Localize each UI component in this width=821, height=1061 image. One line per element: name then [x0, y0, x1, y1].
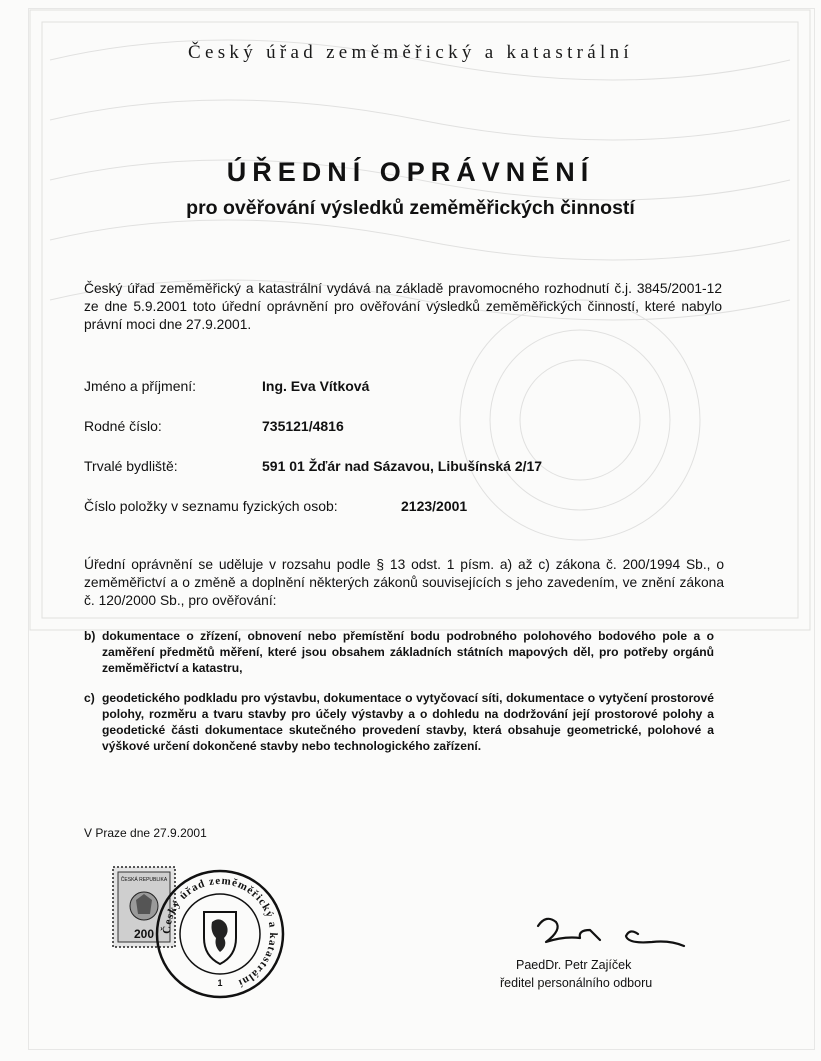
item-text: dokumentace o zřízení, obnovení nebo přemístění bodu podrobného polohového bodového pole a o zaměření předmětů měření, které jsou obsahem základních státních mapových děl, pro potřeby orgánů zeměměřictví a katastru,: [102, 629, 714, 675]
name-label: Jméno a příjmení:: [84, 378, 197, 394]
scope-paragraph: Úřední oprávnění se uděluje v rozsahu podle § 13 odst. 1 písm. a) až c) zákona č. 200/1994 Sb., o zeměměřictví a o změně a doplnění některých zákonů souvisejících s jeho zavedením, ve znění zákona č. 120/2000 Sb., pro ověřování:: [84, 557, 724, 608]
seal-text: Český úřad zeměměřický a katastrální: [160, 874, 280, 990]
item-letter: c): [84, 691, 95, 705]
document-subtitle: pro ověřování výsledků zeměměřických činností: [186, 197, 635, 219]
item-letter: b): [84, 629, 96, 643]
address-label: Trvalé bydliště:: [84, 458, 178, 474]
document-title: ÚŘEDNÍ OPRÁVNĚNÍ: [226, 157, 595, 187]
issuing-office: Český úřad zeměměřický a katastrální: [188, 42, 633, 63]
address-value: 591 01 Žďár nad Sázavou, Libušínská 2/17: [262, 458, 543, 474]
name-value: Ing. Eva Vítková: [262, 378, 370, 394]
authorization-item-b: [84, 628, 724, 676]
birth-number-value: 735121/4816: [262, 418, 344, 434]
stamp-country: ČESKÁ REPUBLIKA: [120, 877, 168, 883]
place-and-date: V Praze dne 27.9.2001: [84, 826, 207, 840]
birth-number-label: Rodné číslo:: [84, 418, 162, 434]
stamp-value: 200: [133, 927, 155, 941]
handwritten-signature: [534, 912, 694, 956]
item-text: geodetického podkladu pro výstavbu, dokumentace o vytyčovací síti, dokumentace o vytyčení prostorové polohy, rozměru a tvaru stavby pro účely výstavby a o dohledu na dodržování její prostorové polohy a geodetické části dokumentace skutečného provedení stavby, která obsahuje geometrické, polohové a výškové určení dokončené stavby nebo technologického zařízení.: [102, 691, 714, 753]
authorization-item-c: [84, 690, 724, 770]
signer-role: ředitel personálního odboru: [500, 976, 653, 990]
official-seal: [154, 868, 286, 1000]
intro-paragraph: Český úřad zeměměřický a katastrální vydává na základě pravomocného rozhodnutí č.j. 3845/2001-12 ze dne 5.9.2001 toto úřední oprávnění pro ověřování výsledků zeměměřických činností, které nabylo právní moci dne 27.9.2001.: [84, 281, 722, 332]
seal-number: 1: [217, 978, 223, 988]
registry-item-value: 2123/2001: [401, 498, 468, 514]
registry-item-label: Číslo položky v seznamu fyzických osob:: [84, 498, 338, 514]
signer-name: PaedDr. Petr Zajíček: [516, 958, 632, 972]
